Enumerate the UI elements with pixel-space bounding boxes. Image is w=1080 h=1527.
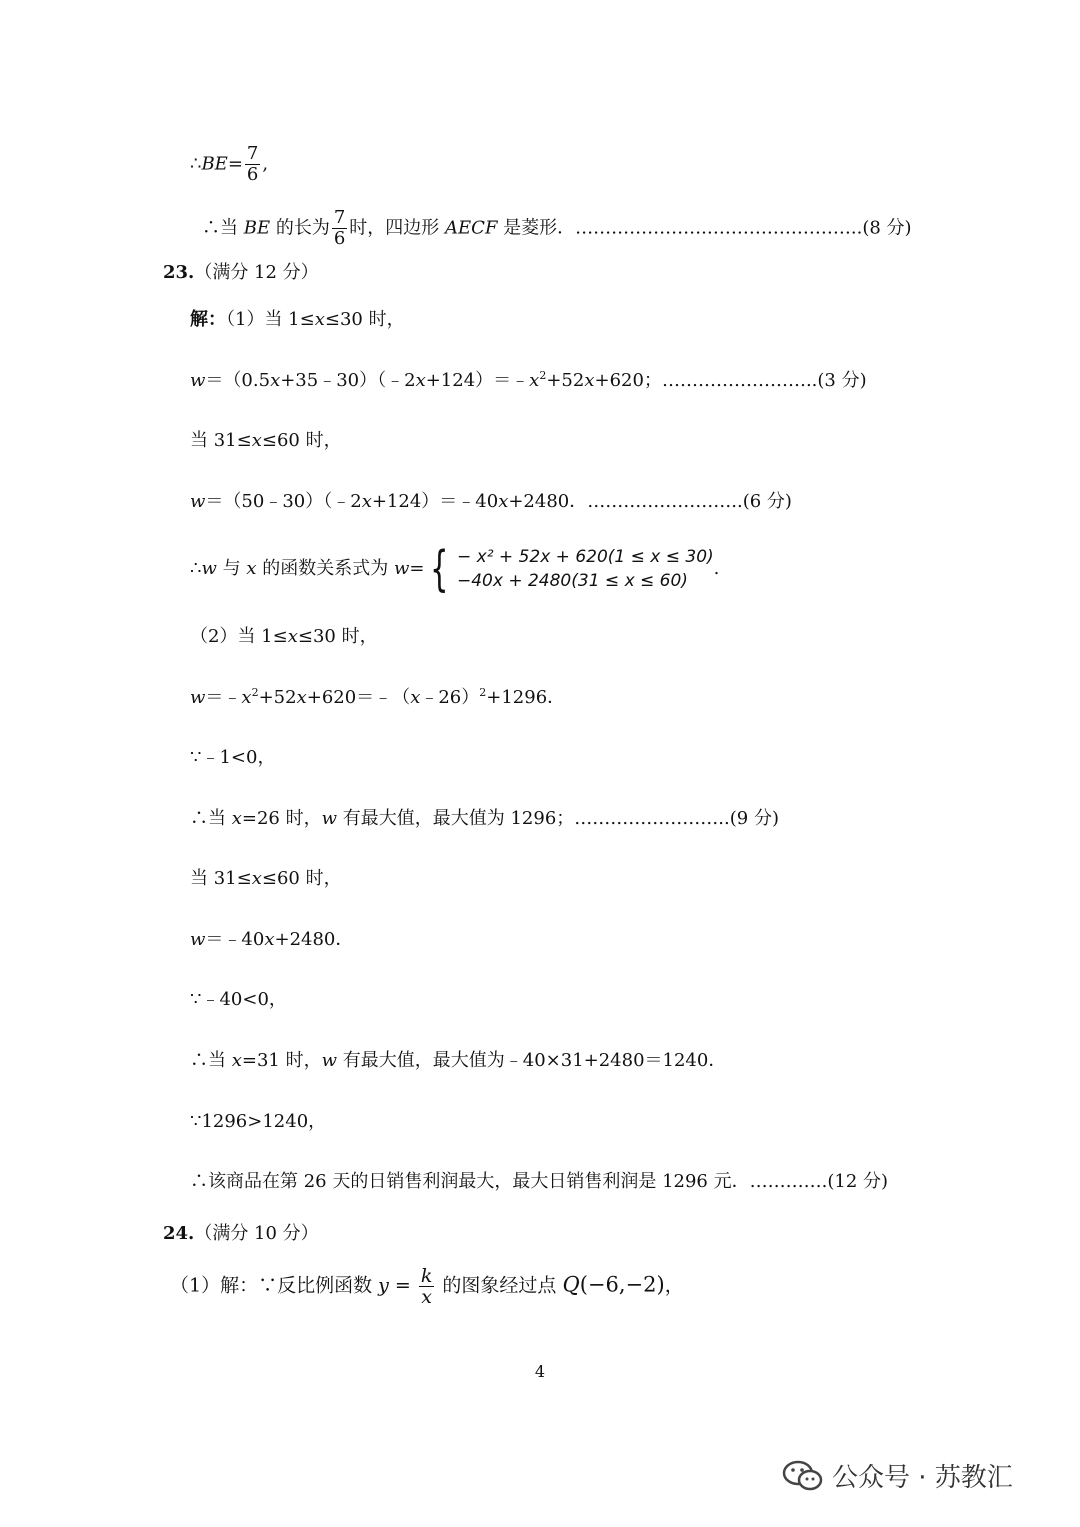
segment-be: BE [243, 217, 271, 239]
final-conclusion [190, 1171, 888, 1193]
wechat-icon [782, 1459, 824, 1493]
equals-sign: = [227, 153, 243, 175]
var-x: x [584, 370, 595, 391]
solution-part2-start [190, 626, 378, 648]
watermark-text: 公众号 · 苏教汇 [832, 1463, 1013, 1493]
text-segment: 与 [216, 558, 247, 579]
text-segment: ＝（50﹣30）（﹣2 [205, 491, 362, 512]
text-segment: 时，四边形 [349, 217, 446, 239]
therefore-symbol: ∴ [190, 153, 202, 175]
solution-part1-start [190, 309, 405, 331]
var-w: w [190, 370, 206, 391]
slope-negative: ∵﹣40<0， [190, 989, 287, 1010]
piecewise-brace-group [424, 541, 714, 597]
coefficient-negative: ∵﹣1<0， [190, 747, 276, 768]
text-segment: ≤30 时， [297, 626, 378, 647]
step-be-value [190, 144, 268, 185]
formula-w-case2 [190, 491, 792, 513]
text-segment: 当 31≤ [190, 430, 252, 451]
exponent: 2 [479, 686, 487, 699]
linear-formula [190, 929, 353, 951]
text-segment: +124）＝﹣ [425, 370, 530, 391]
var-x: x [231, 1050, 242, 1071]
var-w: w [321, 1050, 338, 1071]
text-segment: =31 时， [241, 1050, 322, 1071]
question-number: 23. [163, 262, 195, 283]
var-w: w [190, 929, 206, 950]
text-segment: （2）当 1≤ [190, 626, 288, 647]
comma: ， [664, 1274, 684, 1297]
var-w: w [393, 558, 410, 579]
var-x: x [270, 370, 281, 391]
question-score: （满分 12 分） [194, 262, 319, 283]
text-segment: +35﹣30）（﹣2 [280, 370, 416, 391]
text-segment: 当 31≤ [190, 868, 252, 889]
text-segment: +1296． [486, 687, 566, 708]
leader-dots: …………………….. [661, 370, 818, 391]
solution-label: 解： [190, 309, 226, 330]
text-segment: ﹣26） [420, 687, 480, 708]
text-segment: 有最大值，最大值为 1296； [337, 808, 575, 829]
text-segment: +52 [258, 687, 297, 708]
formula-w-case1 [190, 370, 867, 392]
var-x: x [529, 370, 540, 391]
fraction-numerator: 7 [246, 143, 259, 164]
condition-31-60-again [190, 868, 342, 890]
text-segment: 的图象经过点 [436, 1274, 563, 1297]
var-w: w [190, 491, 206, 512]
var-x: x [231, 808, 242, 829]
case-2: −40x + 2480(31 ≤ x ≤ 60) [457, 571, 688, 591]
var-x: x [415, 370, 426, 391]
text-segment: ≤60 时， [261, 868, 342, 889]
text-segment: ≤60 时， [261, 430, 342, 451]
text-segment: ≤30 时， [324, 309, 405, 330]
text-segment: ＝﹣ [205, 687, 242, 708]
page-number: 4 [534, 1362, 546, 1381]
text-segment: +620＝﹣（ [306, 687, 411, 708]
therefore-symbol: ∴ [190, 558, 202, 579]
var-w: w [321, 808, 338, 829]
text-segment: ∴当 [190, 808, 232, 829]
period: . [713, 558, 720, 579]
text-segment: =26 时， [241, 808, 322, 829]
text-segment: ＝（0.5 [205, 370, 271, 391]
condition-31-60 [190, 430, 342, 452]
score-mark: (9 分) [729, 808, 779, 829]
var-x: x [498, 491, 509, 512]
exponent: 2 [539, 369, 547, 382]
text-segment: 有最大值，最大值为﹣40×31+2480＝1240． [337, 1050, 727, 1071]
var-y: y [378, 1274, 389, 1297]
inverse-proportion-start [170, 1266, 684, 1307]
fraction-numerator: 7 [333, 207, 346, 228]
var-w: w [201, 558, 217, 579]
leader-dots: ………………….…………………….. [575, 217, 863, 239]
fraction-denominator: 6 [333, 228, 346, 249]
left-brace: { [430, 541, 449, 597]
var-x: x [264, 929, 275, 950]
question-score: （满分 10 分） [194, 1223, 319, 1244]
var-x: x [287, 626, 298, 647]
score-mark: (8 分) [862, 217, 912, 239]
exponent: 2 [251, 686, 259, 699]
score-mark: (6 分) [742, 491, 792, 512]
equals-sign: = [388, 1274, 417, 1297]
var-x: x [296, 687, 307, 708]
conclusion-rhombus [202, 208, 912, 249]
case-1: − x² + 52x + 620(1 ≤ x ≤ 30) [457, 547, 714, 567]
text-segment: ∴该商品在第 26 天的日销售利润最大，最大日销售利润是 1296 元． [190, 1171, 750, 1192]
text-segment: ∴当 [202, 217, 244, 239]
text-segment: （1）解：∵反比例函数 [170, 1274, 379, 1297]
fraction-denominator: x [421, 1286, 432, 1308]
fraction-7-6 [332, 208, 347, 249]
piecewise-function [190, 541, 720, 597]
comparison: ∵1296>1240， [190, 1111, 327, 1132]
var-x: x [241, 687, 252, 708]
watermark [782, 1457, 1013, 1494]
var-x: x [246, 558, 257, 579]
var-w: w [190, 687, 206, 708]
leader-dots: …………………….. [574, 808, 730, 829]
var-x: x [251, 868, 262, 889]
quad-aecf: AECF [445, 217, 498, 239]
point-coordinates: (−6,−2) [579, 1272, 665, 1297]
fraction-numerator: k [420, 1265, 433, 1287]
segment-be: BE [201, 153, 228, 175]
text-segment: ∴当 [190, 1050, 232, 1071]
var-x: x [314, 309, 325, 330]
var-x: x [251, 430, 262, 451]
fraction-7-6 [245, 144, 260, 185]
max-at-31 [190, 1050, 726, 1072]
vertex-form [190, 687, 565, 709]
question-24-header [163, 1223, 319, 1245]
leader-dots: …………………….. [587, 491, 743, 512]
text-segment: +124）＝﹣40 [371, 491, 499, 512]
leader-dots: …………. [749, 1171, 828, 1192]
text-segment: ＝﹣40 [205, 929, 265, 950]
question-number: 24. [163, 1223, 195, 1244]
text-segment: （1）当 1≤ [226, 309, 315, 330]
text-segment: 的长为 [270, 217, 330, 239]
text-segment: +2480． [274, 929, 354, 950]
max-at-26 [190, 808, 779, 830]
score-mark: (12 分) [827, 1171, 889, 1192]
equals-sign: = [409, 558, 425, 579]
question-23-header [163, 262, 319, 284]
score-mark: (3 分) [817, 370, 867, 391]
piecewise-cases [457, 545, 714, 593]
text-segment: +620； [594, 370, 662, 391]
var-x: x [410, 687, 421, 708]
text-segment: +52 [546, 370, 585, 391]
text-segment: +2480． [508, 491, 588, 512]
comma: , [262, 153, 269, 175]
var-x: x [361, 491, 372, 512]
text-segment: 是菱形． [497, 217, 576, 239]
fraction-denominator: 6 [246, 164, 259, 185]
fraction-k-over-x [419, 1266, 435, 1307]
point-q: Q [562, 1272, 580, 1297]
text-segment: 的函数关系式为 [256, 558, 394, 579]
